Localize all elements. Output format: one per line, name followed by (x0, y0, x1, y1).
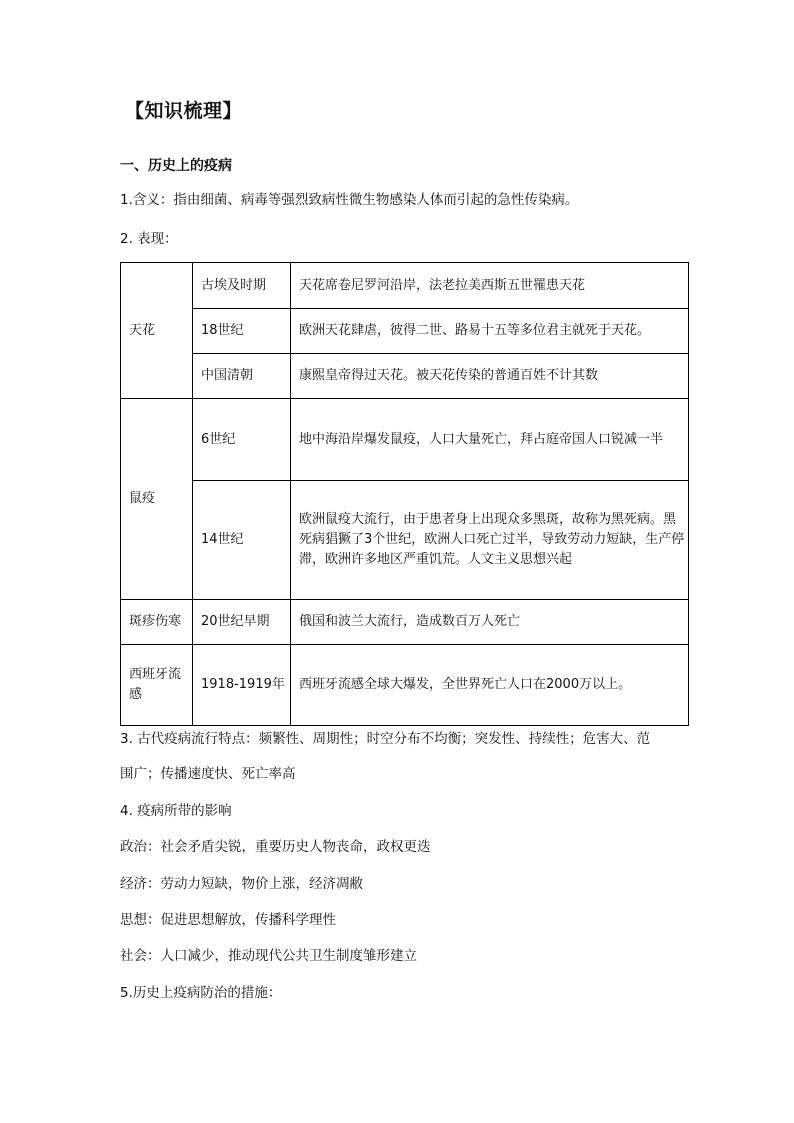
impact-politics: 政治：社会矛盾尖锐，重要历史人物丧命，政权更迭 (120, 839, 431, 855)
disease-cell-plague: 鼠疫 (121, 399, 193, 600)
description-cell: 俄国和波兰大流行，造成数百万人死亡 (291, 600, 689, 645)
features-text-line1: 3. 古代疫病流行特点：频繁性、周期性；时空分布不均衡；突发性、持续性；危害大、范 (120, 731, 651, 747)
description-cell: 欧洲天花肆虐，彼得二世、路易十五等多位君主就死于天花。 (291, 309, 689, 354)
table-row (121, 600, 689, 645)
impact-thought: 思想：促进思想解放，传播科学理性 (120, 912, 336, 928)
table-row (121, 481, 689, 600)
table-row (121, 399, 689, 481)
table-row (121, 354, 689, 399)
disease-cell-flu: 西班牙流感 (121, 645, 193, 726)
disease-cell-smallpox: 天花 (121, 263, 193, 399)
section-heading: 一、历史上的疫病 (120, 158, 232, 174)
description-cell: 西班牙流感全球大爆发，全世界死亡人口在2000万以上。 (291, 645, 689, 726)
features-text-line2: 围广；传播速度快、死亡率高 (120, 766, 296, 782)
disease-cell-typhus: 斑疹伤寒 (121, 600, 193, 645)
table-row (121, 309, 689, 354)
table-row (121, 645, 689, 726)
impact-heading: 4. 疫病所带的影响 (120, 803, 232, 819)
epidemic-table (120, 262, 689, 726)
table-row (121, 263, 689, 309)
description-cell: 康熙皇帝得过天花。被天花传染的普通百姓不计其数 (291, 354, 689, 399)
impact-economy: 经济：劳动力短缺，物价上涨，经济凋敝 (120, 876, 363, 892)
description-cell: 地中海沿岸爆发鼠疫，人口大量死亡，拜占庭帝国人口锐减一半 (291, 399, 689, 481)
definition-text: 1.含义：指由细菌、病毒等强烈致病性微生物感染人体而引起的急性传染病。 (120, 192, 579, 208)
manifestation-heading: 2. 表现： (120, 231, 178, 247)
period-cell: 18世纪 (193, 309, 291, 354)
period-cell: 20世纪早期 (193, 600, 291, 645)
period-cell: 14世纪 (193, 481, 291, 600)
description-cell: 欧洲鼠疫大流行，由于患者身上出现众多黑斑，故称为黑死病。黑死病猖獗了3个世纪，欧洲人口死亡过半，导致劳动力短缺，生产停滞，欧洲许多地区严重饥荒。人文主义思想兴起 (291, 481, 689, 600)
measures-heading: 5.历史上疫病防治的措施： (120, 985, 282, 1001)
period-cell: 中国清朝 (193, 354, 291, 399)
page-title: 【知识梳理】 (125, 100, 243, 122)
period-cell: 古埃及时期 (193, 263, 291, 309)
impact-society: 社会：人口减少，推动现代公共卫生制度雏形建立 (120, 948, 417, 964)
period-cell: 1918-1919年 (193, 645, 291, 726)
description-cell: 天花席卷尼罗河沿岸，法老拉美西斯五世罹患天花 (291, 263, 689, 309)
period-cell: 6世纪 (193, 399, 291, 481)
